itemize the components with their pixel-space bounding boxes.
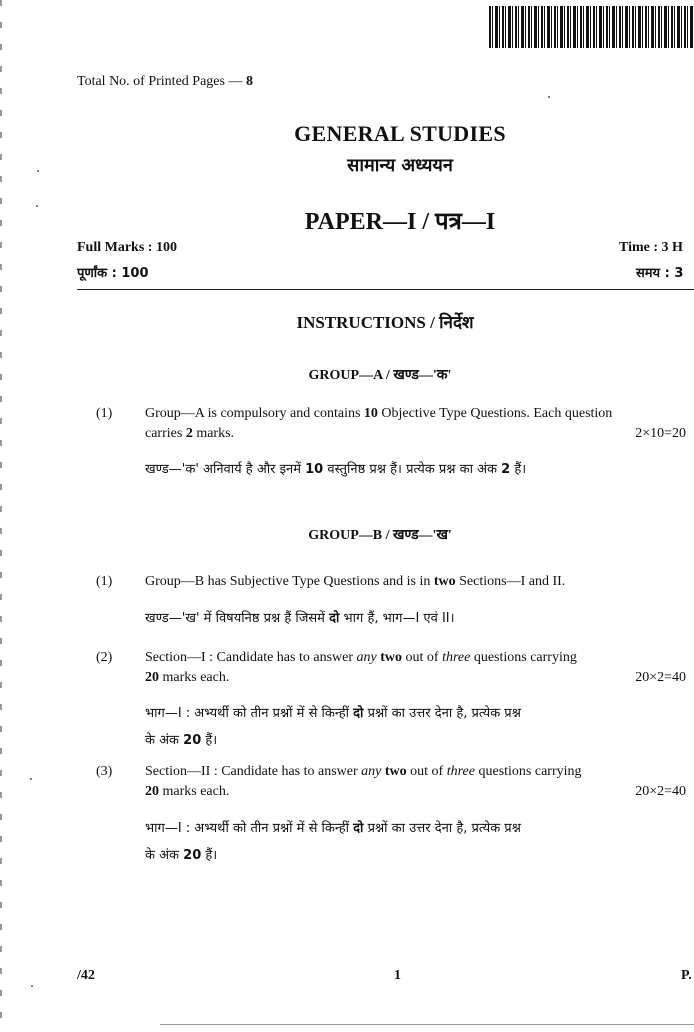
bold-run: 2 — [185, 426, 193, 441]
marks-formula: 20×2=40 — [635, 784, 686, 799]
bold-run: दो — [353, 821, 364, 836]
item-number: (1) — [96, 406, 113, 421]
text-run: भाग—I : अभ्यर्थी को तीन प्रश्नों में से किन्हीं — [145, 706, 354, 721]
bold-run: 20 — [183, 733, 202, 748]
text-run: प्रश्नों का उत्तर देना है, प्रत्येक प्रश्न — [363, 706, 521, 721]
group-b-heading: GROUP—B / खण्ड—'ख' — [308, 528, 452, 543]
instructions-heading: INSTRUCTIONS / निर्देश — [296, 313, 474, 332]
italic-run: three — [446, 764, 475, 779]
paper-title: PAPER—I / पत्र—I — [304, 209, 496, 235]
page-number: 1 — [394, 968, 401, 983]
group-b-item-2-hi-line2 — [145, 730, 217, 748]
text-run: हैं। — [201, 848, 218, 863]
printed-pages-label: Total No. of Printed Pages — — [77, 74, 243, 89]
text-run: वस्तुनिष्ठ प्रश्न हैं। प्रत्येक प्रश्न का अंक — [323, 462, 502, 477]
text-run: खण्ड—'ख' में विषयनिष्ठ प्रश्न हैं जिसमें — [145, 611, 330, 626]
group-a-item-1-hi — [145, 459, 526, 477]
scan-speck — [31, 985, 33, 987]
marks-formula: 2×10=20 — [635, 426, 686, 441]
scan-speck — [548, 96, 550, 98]
marks-formula: 20×2=40 — [635, 670, 686, 685]
group-b-item-2-hi-line1 — [145, 703, 521, 721]
printed-pages-line — [77, 74, 253, 90]
text-run: out of — [410, 764, 447, 779]
bold-run: 20 — [145, 784, 159, 799]
group-a-item-1-en — [145, 404, 686, 424]
bold-run: दो — [353, 706, 364, 721]
barcode — [489, 6, 694, 48]
text-run: Section—I : Candidate has to answer — [145, 650, 357, 665]
italic-run: three — [442, 650, 471, 665]
full-marks-hi: पूर्णांक : 100 — [77, 266, 149, 281]
text-run: Group—B has Subjective Type Questions and is in — [145, 574, 434, 589]
time-en: Time : 3 H — [619, 240, 683, 255]
text-run: के अंक — [145, 848, 184, 863]
text-run: questions carrying — [474, 764, 582, 779]
text-run: खण्ड—'क' अनिवार्य है और इनमें — [145, 462, 306, 477]
bold-run: two — [433, 574, 456, 589]
text-run: Section—II : Candidate has to answer — [145, 764, 362, 779]
bold-run: two — [380, 650, 403, 665]
bold-run: दो — [329, 611, 340, 626]
bold-run: 10 — [363, 406, 378, 421]
text-run: भाग हैं, भाग—I एवं II। — [339, 611, 455, 626]
italic-run: any — [361, 764, 382, 779]
bold-run: 2 — [501, 462, 511, 477]
item-number: (3) — [96, 764, 113, 779]
printed-pages-count: 8 — [245, 74, 253, 89]
group-a-item-1-en-line2 — [145, 424, 234, 444]
text-run: questions carrying — [470, 650, 577, 665]
title-english: GENERAL STUDIES — [294, 121, 506, 146]
bold-run: two — [384, 764, 407, 779]
group-b-item-2-en-line2 — [145, 668, 229, 688]
group-a-heading: GROUP—A / खण्ड—'क' — [308, 368, 452, 383]
bottom-edge-line — [160, 1024, 694, 1025]
group-b-item-1-en — [145, 572, 565, 592]
bold-run: 20 — [183, 848, 202, 863]
group-b-item-3-en — [145, 762, 686, 782]
text-run: carries — [145, 426, 186, 441]
text-run: हैं। — [510, 462, 527, 477]
group-b-item-3-en-line2 — [145, 782, 229, 802]
text-run: Group—A is compulsory and contains — [145, 406, 364, 421]
divider-rule — [77, 289, 694, 290]
title-hindi: सामान्य अध्ययन — [347, 155, 453, 176]
paper-code: /42 — [77, 968, 95, 983]
group-b-item-2-en — [145, 648, 686, 668]
text-run: marks each. — [159, 670, 230, 685]
item-number: (1) — [96, 574, 113, 589]
text-run: marks. — [192, 426, 235, 441]
group-b-item-3-hi-line1 — [145, 818, 521, 836]
time-hi: समय : 3 — [636, 266, 684, 281]
text-run: भाग—I : अभ्यर्थी को तीन प्रश्नों में से किन्हीं — [145, 821, 354, 836]
text-run: प्रश्नों का उत्तर देना है, प्रत्येक प्रश्न — [363, 821, 521, 836]
italic-run: any — [356, 650, 377, 665]
group-b-item-3-hi-line2 — [145, 845, 217, 863]
text-run: out of — [405, 650, 443, 665]
bold-run: 20 — [145, 670, 159, 685]
text-run: Objective Type Questions. Each question — [377, 406, 613, 421]
text-run: Sections—I and II. — [455, 574, 566, 589]
text-run: हैं। — [201, 733, 218, 748]
pto-label: P. — [681, 968, 692, 983]
text-run: marks each. — [159, 784, 230, 799]
full-marks-en: Full Marks : 100 — [77, 240, 177, 255]
item-number: (2) — [96, 650, 113, 665]
bold-run: 10 — [305, 462, 324, 477]
scan-speck — [30, 778, 32, 780]
group-b-item-1-hi — [145, 608, 455, 626]
text-run: के अंक — [145, 733, 184, 748]
